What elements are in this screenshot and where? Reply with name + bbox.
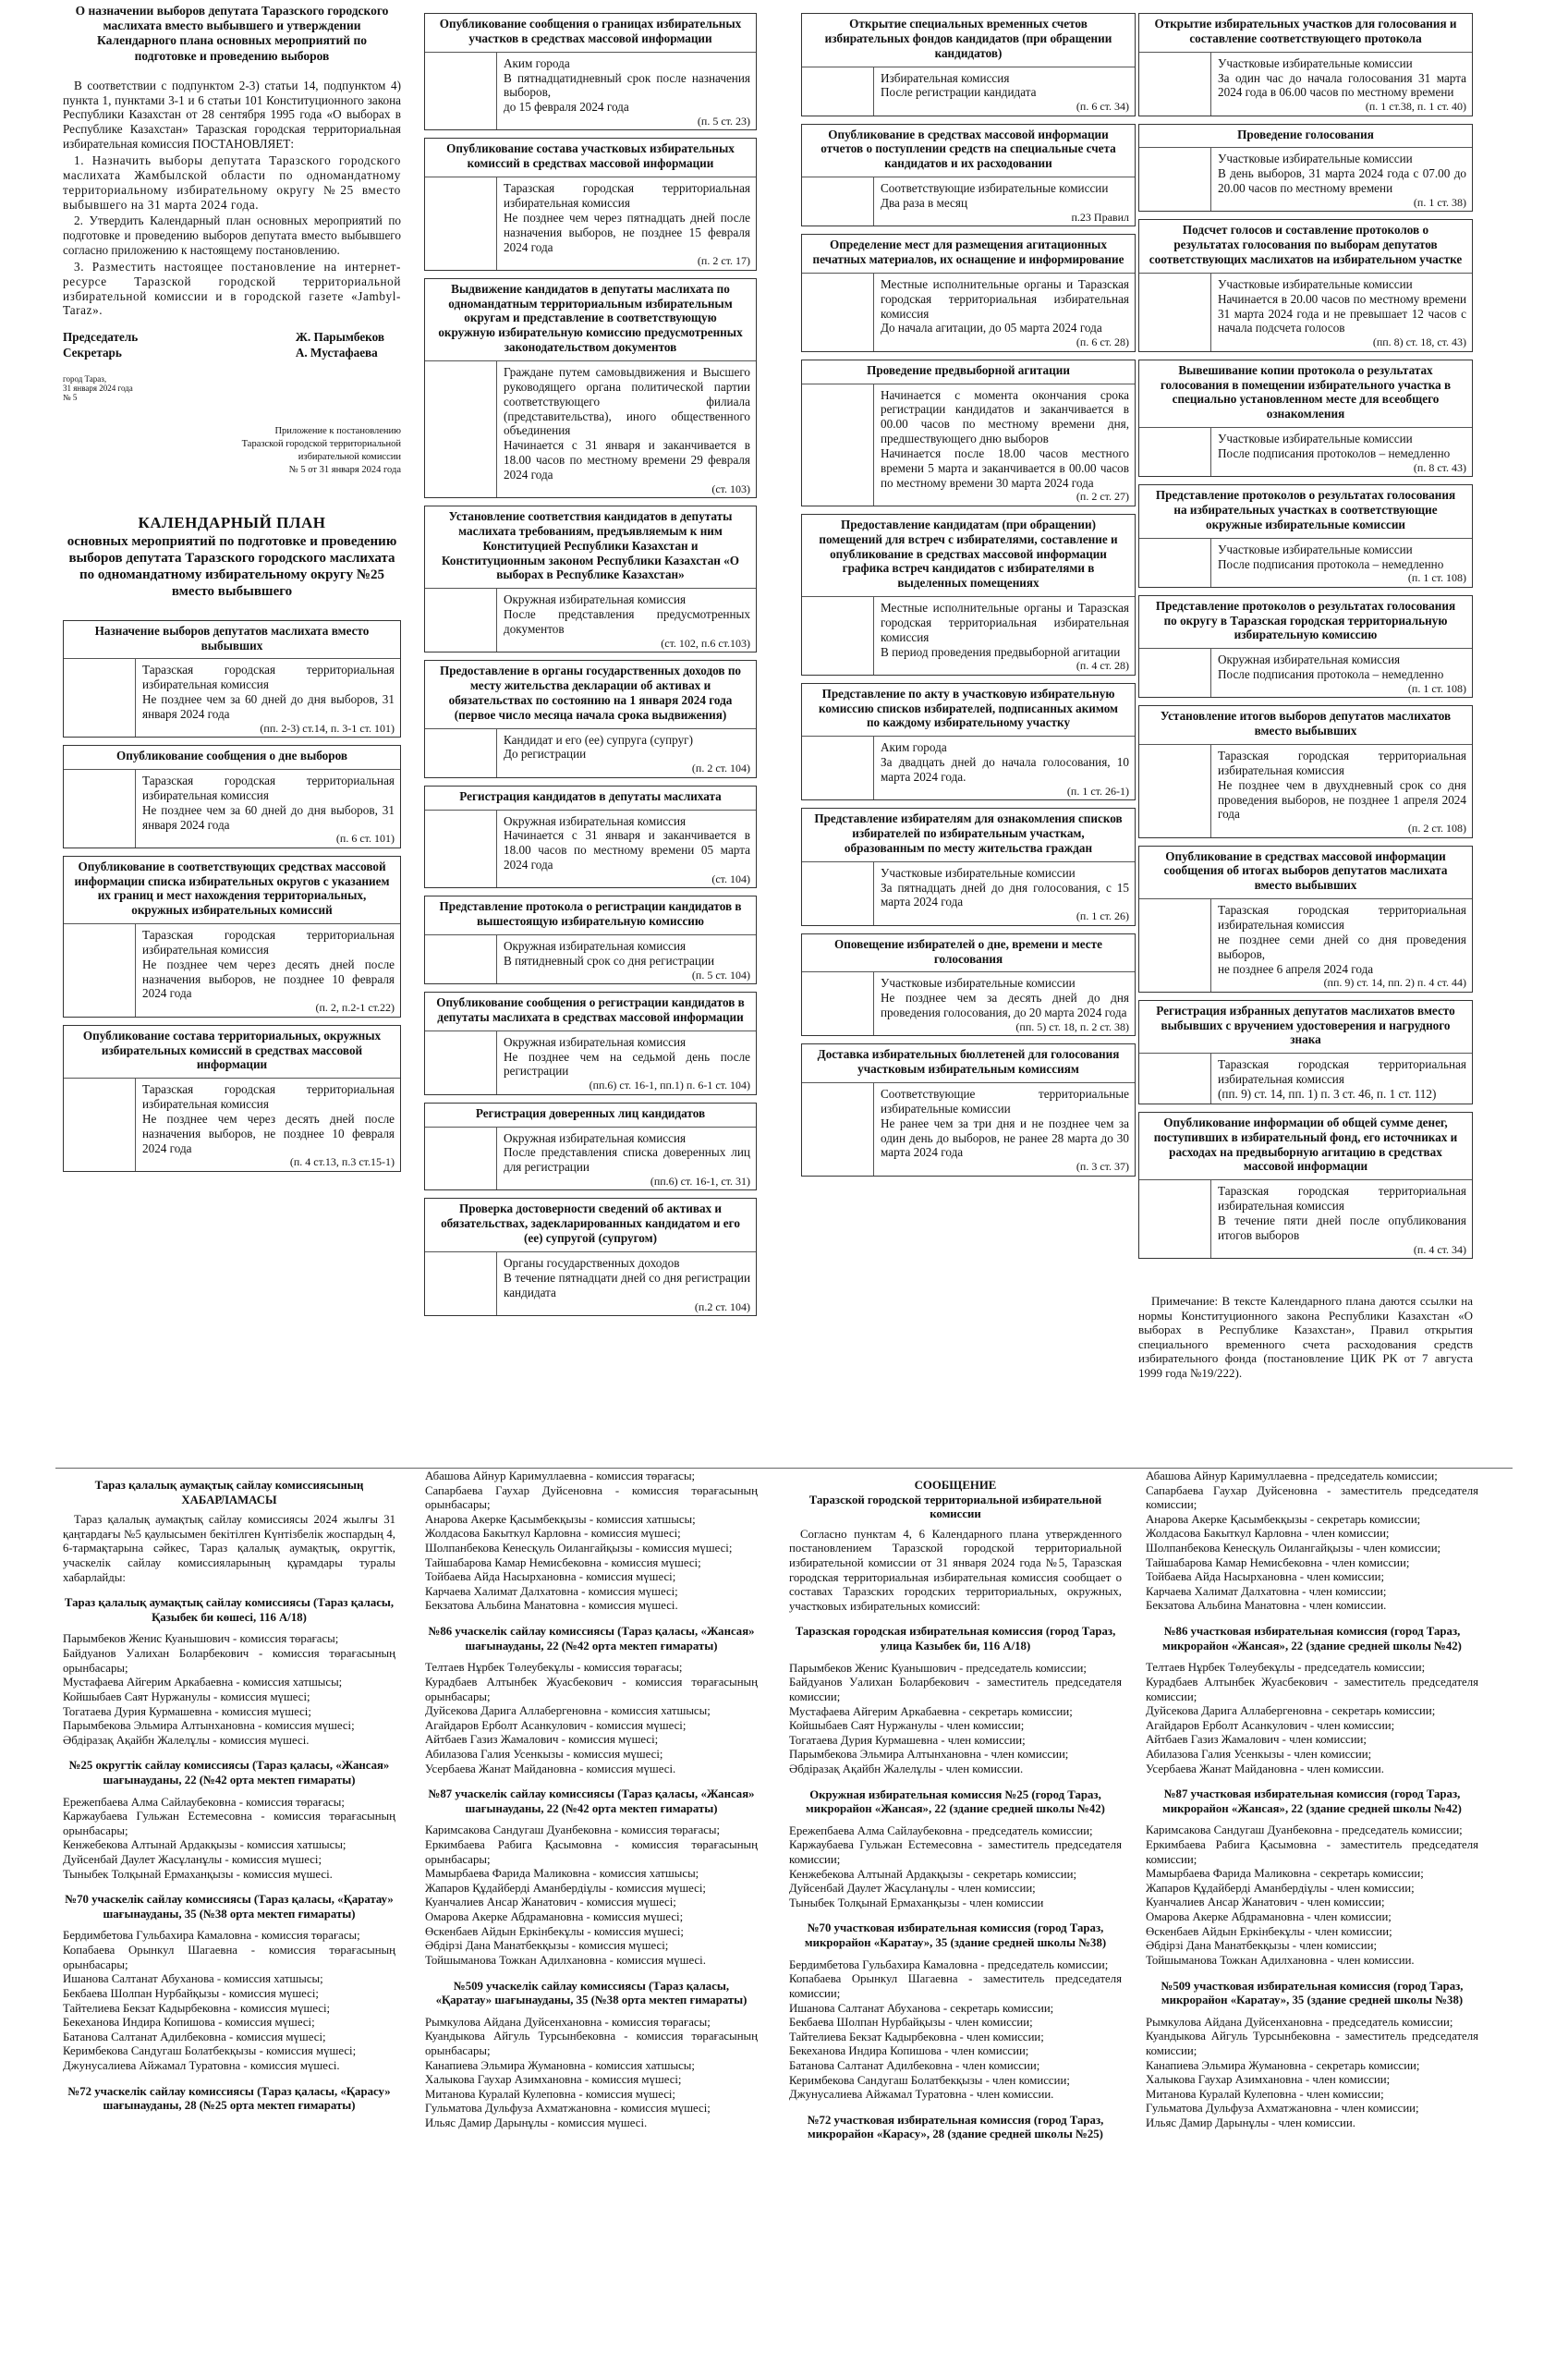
kz-members-70: Бердимбетова Гульбахира Камаловна - комиссия төрағасы; Копабаева Орынкул Шагаевна - комиссия төрағасының орынбасары; Ишанова Салтанат Абуханова - комиссия хатшысы; Бекбаева Шолпан Нурбайқызы - комиссия мүшесі; Тайтелиева Бекзат Кадырбековна - комиссия мүшесі; Бекеханова Индира Копишова - комиссия мүшесі; Батанова Салтанат Адилбековна - комиссия мүшесі; Керимбекова Сандугаш Болатбекқызы - комиссия мүшесі; Джунусалиева Айжамал Туратовна - комиссия мүшесі. (63, 1929, 395, 2072)
kz-notice (63, 1479, 395, 2329)
calendar-column-2 (424, 13, 757, 1464)
calendar-item-title: Открытие избирательных участков для голосования и составление соответствующего протокола (1139, 14, 1472, 53)
decree-column (63, 4, 401, 1482)
appendix-line: № 5 от 31 января 2024 года (288, 465, 401, 476)
calendar-item-title: Опубликование состава территориальных, окружных избирательных комиссий в средствах массовой информации (64, 1026, 400, 1079)
calendar-item (801, 808, 1136, 925)
calendar-item (1138, 1112, 1473, 1259)
calendar-item-reference: (п. 2 ст. 27) (1076, 490, 1129, 504)
calendar-item-reference: (п. 1 ст. 26) (1076, 909, 1129, 923)
calendar-item-detail: Местные исполнительные органы и Таразская городская территориальная избирательная комиссия До начала агитации, до 05 марта 2024 года (881, 276, 1129, 335)
calendar-item-detail: Органы государственных доходов В течение пятнадцати дней со дня регистрации кандидата (504, 1255, 750, 1299)
calendar-item-title: Предоставление в органы государственных доходов по месту жительства декларации об активах и обязательствах по состоянию на 1 января 2024 года (первое число месяца начала срока выдвижения) (425, 661, 756, 728)
calendar-item-reference: (пп.6) ст. 16-1, ст. 31) (650, 1175, 750, 1189)
calendar-item (63, 745, 401, 848)
calendar-item (1138, 846, 1473, 993)
ru-section-87: №87 участковая избирательная комиссия (город Тараз, микрорайон «Жансая», 22 (здание средней школы №42) (1162, 1787, 1462, 1815)
ru-section-86: №86 участковая избирательная комиссия (город Тараз, микрорайон «Жансая», 22 (здание средней школы №42) (1162, 1625, 1462, 1653)
calendar-item-title: Регистрация избранных депутатов маслихатов вместо выбывших с вручением удостоверения и нагрудного знака (1139, 1001, 1472, 1055)
kz-notice-cont (425, 1470, 758, 2329)
calendar-item (424, 138, 757, 270)
calendar-item-detail: Таразская городская территориальная избирательная комиссия не позднее семи дней со дня проведения выборов, не позднее 6 апреля 2024 года (1218, 903, 1466, 976)
calendar-item (1138, 595, 1473, 699)
calendar-item (424, 786, 757, 889)
calendar-item (801, 1043, 1136, 1176)
calendar-item-detail: Аким города За двадцать дней до начала голосования, 10 марта 2024 года. (881, 740, 1129, 785)
calendar-item-reference: (п. 2 ст. 17) (697, 254, 750, 268)
calendar-item-reference: (ст. 102, п.6 ст.103) (661, 636, 750, 650)
calendar-item-detail: Окружная избирательная комиссия Не позднее чем на седьмой день после регистрации (504, 1034, 750, 1079)
ru-notice (789, 1479, 1122, 2329)
calendar-item-reference: (п. 4 ст.13, п.3 ст.15-1) (289, 1155, 395, 1169)
calendar-boxes-col3 (801, 13, 1136, 1177)
calendar-item-reference: (пп. 2-3) ст.14, п. 3-1 ст. 101) (260, 721, 395, 735)
kz-members-86: Телтаев Нұрбек Төлеубекұлы - комиссия төрағасы; Курадбаев Алтынбек Жуасбекович - комиссия төрағасының орынбасары; Дуйсекова Дарига Аллабергеновна - комиссия хатшысы; Агайдаров Ерболт Асанкулович - комиссия мүшесі; Айтбаев Газиз Жамалович - комиссия мүшесі; Абилазова Галия Усенкызы - комиссия мүшесі; Усербаева Жанат Майдановна - комиссия мүшесі. (425, 1661, 758, 1775)
calendar-item (801, 13, 1136, 116)
calendar-item-reference: (п. 1 ст.38, п. 1 ст. 40) (1365, 100, 1466, 114)
ru-members-509: Рымкулова Айдана Дуйсенхановна - председатель комиссии; Куандыкова Айгуль Турсынбековна - заместитель председателя комиссии; Канапиева Эльмира Жумановна - секретарь комиссии; Халыкова Гаухар Азимхановна - член комиссии; Митанова Куралай Кулеповна - член комиссии; Гульматова Дульфуза Ахматжановна - член комиссии; Ильяс Дамир Дарынұлы - член комиссии. (1146, 2015, 1478, 2129)
ru-notice-cont (1146, 1470, 1478, 2329)
kz-section-509: №509 учаскелік сайлау комиссиясы (Тараз қаласы, «Қаратау» шағынауданы, 35 (№38 орта мектеп ғимараты) (435, 1979, 748, 2007)
calendar-item-reference: (п. 4 ст. 28) (1076, 659, 1129, 673)
kz-members-87: Каримсакова Сандугаш Дуанбековна - комиссия төрағасы; Еркимбаева Рабига Қасымовна - комиссия төрағасының орынбасары; Мамырбаева Фарида Маликовна - комиссия хатшысы; Жапаров Құдайберді Аманбердіұлы - комиссия мүшесі; Куанчалиев Ансар Жанатович - комиссия мүшесі; Омарова Акерке Абдрамановна - комиссия мүшесі; Өскенбаев Айдын Еркінбекұлы - комиссия мүшесі; Әбдірзі Дана Манатбекқызы - комиссия мүшесі; Тойшыманова Тожкан Адилхановна - комиссия мүшесі. (425, 1823, 758, 1967)
section-divider (55, 1468, 1513, 1469)
calendar-item (801, 360, 1136, 506)
calendar-item-detail: Участковые избирательные комиссии После подписания протоколов – немедленно (1218, 432, 1451, 460)
calendar-item-title: Опубликование в соответствующих средствах массовой информации списка избирательных округов с указанием их границ и мест нахождения территориальных, окружных избирательных комиссий (64, 857, 400, 924)
calendar-item-title: Опубликование сообщения о границах избирательных участков в средствах массовой информации (425, 14, 756, 53)
kz-members-509: Рымкулова Айдана Дуйсенхановна - комиссия төрағасы; Куандыкова Айгуль Турсынбековна - комиссия төрағасының орынбасары; Канапиева Эльмира Жумановна - комиссия хатшысы; Халыкова Гаухар Азимхановна - комиссия мүшесі; Митанова Куралай Кулеповна - комиссия мүшесі; Гульматова Дульфуза Ахматжановна - комиссия мүшесі; Ильяс Дамир Дарынұлы - комиссия мүшесі. (425, 2015, 758, 2129)
kz-section-86: №86 учаскелік сайлау комиссиясы (Тараз қаласы, «Жансая» шағынауданы, 22 (№42 орта мектеп ғимараты) (428, 1625, 755, 1653)
kz-section-city: Тараз қалалық аумақтық сайлау комиссиясы (Тараз қаласы, Қазыбек би көшесі, 116 А/18) (64, 1596, 395, 1624)
kz-section-72: №72 учаскелік сайлау комиссиясы (Тараз қаласы, «Қарасу» шағынауданы, 28 (№25 орта мектеп ғимараты) (67, 2084, 391, 2113)
calendar-item-detail: Соответствующие территориальные избирательные комиссии Не ранее чем за три дня и не позднее чем за один день до выборов, не ранее 28 марта до 30 марта 2024 года (881, 1087, 1129, 1160)
calendar-item-reference: (п. 6 ст. 34) (1076, 100, 1129, 114)
calendar-item (1138, 360, 1473, 477)
calendar-item-detail: Участковые избирательные комиссии После подписания протокола – немедленно (1218, 542, 1444, 571)
calendar-item (1138, 1000, 1473, 1104)
calendar-item-detail: Местные исполнительные органы и Таразская городская территориальная избирательная комиссия В период проведения предвыборной агитации (881, 601, 1129, 659)
ru-section-city: Таразская городская избирательная комиссия (город Тараз, улица Казыбек би, 116 А/18) (795, 1625, 1116, 1653)
calendar-item (1138, 124, 1473, 213)
calendar-item-title: Выдвижение кандидатов в депутаты маслихата по одномандатным территориальным избирательным округам и представление в соответствующую окружную избирательную комиссию предусмотренных законодательством документов (425, 279, 756, 361)
calendar-item-detail: Таразская городская территориальная избирательная комиссия (пп. 9) ст. 14, пп. 1) п. 3 ст. 46, п. 1 ст. 112) (1218, 1057, 1466, 1101)
place-date-line: 31 января 2024 года (63, 383, 133, 393)
calendar-item (63, 856, 401, 1018)
calendar-item-detail: Окружная избирательная комиссия Начинается с 31 января и заканчивается в 18.00 часов по местному времени 05 марта 2024 года (504, 813, 750, 872)
calendar-item-detail: Начинается с момента окончания срока регистрации кандидатов и заканчивается в 00.00 часов по местному времени дня, предшествующего дню выборов Начинается после 18.00 часов местного времени 5 марта и заканчивается в 00.00 часов по местному времени 30 марта 2024 года (881, 387, 1129, 490)
calendar-item (424, 1198, 757, 1315)
signatures (63, 329, 401, 360)
calendar-item-title: Вывешивание копии протокола о результатах голосования в помещении избирательного участка в специально установленном месте для всеобщего ознакомления (1139, 360, 1472, 428)
calendar-item (801, 124, 1136, 227)
calendar-item-detail: Участковые избирательные комиссии За пятнадцать дней до дня голосования, с 15 марта 2024 года (881, 865, 1129, 909)
appendix-line: Таразской городской территориальной (241, 438, 401, 449)
calendar-item (1138, 705, 1473, 837)
calendar-item-title: Опубликование в средствах массовой информации отчетов о поступлении средств на специальные счета кандидатов и их расходовании (802, 125, 1135, 178)
calendar-item-detail: Таразская городская территориальная избирательная комиссия Не позднее чем через пятнадцать дней после назначения выборов, не позднее 15 февраля 2024 года (504, 181, 750, 254)
secretary-title: Секретарь (63, 346, 122, 360)
decree-point-3: 3. Разместить настоящее постановление на интернет-ресурсе Таразской городской территориальной избирательной комиссии и в городской газете «Jambyl-Taraz». (63, 259, 401, 318)
calendar-item-detail: Таразская городская территориальная избирательная комиссия Не позднее чем через десять дней после назначения выборов, не позднее 10 февраля 2024 года (142, 1082, 395, 1155)
calendar-item-reference: (п. 8 ст. 43) (1413, 460, 1466, 474)
calendar-item-title: Регистрация кандидатов в депутаты маслихата (425, 787, 756, 811)
calendar-item-detail: Соответствующие избирательные комиссии Два раза в месяц (881, 181, 1109, 210)
ru-members-70: Бердимбетова Гульбахира Камаловна - председатель комиссии; Копабаева Орынкул Шагаевна - заместитель председателя комиссии; Ишанова Салтанат Абуханова - секретарь комиссии; Бекбаева Шолпан Нурбайқызы - член комиссии; Тайтелиева Бекзат Кадырбековна - член комиссии; Бекеханова Индира Копишова - член комиссии; Батанова Салтанат Адилбековна - член комиссии; Керимбекова Сандугаш Болатбекқызы - член комиссии; Джунусалиева Айжамал Туратовна - член комиссии. (789, 1957, 1122, 2102)
ru-section-70: №70 участковая избирательная комиссия (город Тараз, микрорайон «Каратау», 35 (здание средней школы №38) (804, 1921, 1107, 1950)
ru-title: СООБЩЕНИЕ Таразской городской территориальной избирательной комиссии (808, 1479, 1102, 1521)
calendar-item-detail: Кандидат и его (ее) супруга (супруг) До регистрации (504, 732, 693, 762)
calendar-item-detail: Участковые избирательные комиссии За один час до начала голосования 31 марта 2024 года в 06.00 часов по местному времени (1218, 55, 1466, 100)
calendar-item-reference: (п. 1 ст. 108) (1407, 571, 1466, 585)
calendar-item-reference: (п. 5 ст. 23) (697, 115, 750, 128)
calendar-item (424, 660, 757, 777)
calendar-item (801, 234, 1136, 351)
chairman-title: Председатель (63, 330, 139, 345)
calendar-item-reference: (ст. 104) (711, 872, 750, 885)
place-date (63, 374, 401, 403)
calendar-item-title: Проведение предвыборной агитации (802, 360, 1135, 384)
decree-point-2: 2. Утвердить Календарный план основных мероприятий по подготовке и проведению выборов депутата вместо выбывшего согласно приложению к настоящему постановлению. (63, 213, 401, 258)
calendar-item-detail: Таразская городская территориальная избирательная комиссия Не позднее чем через десять дней после назначения выборов, не позднее 10 февраля 2024 года (142, 928, 395, 1001)
calendar-item-title: Опубликование информации об общей сумме денег, поступивших в избирательный фонд, его источниках и расходах на предвыборную агитацию в средствах массовой информации (1139, 1113, 1472, 1180)
kz-members-city: Парымбеков Женис Куанышович - комиссия төрағасы; Байдуанов Уалихан Боларбекович - комиссия төрағасының орынбасары; Мустафаева Айгерим Аркабаевна - комиссия хатшысы; Койшыбаев Саят Нуржанулы - комиссия мүшесі; Тогатаева Дурия Курмашевна - комиссия мүшесі; Парымбекова Эльмира Алтынхановна - комиссия мүшесі; Әбдіразақ Ақайбн Жалелұлы - комиссия мүшесі. (63, 1632, 395, 1747)
decree-number: № 5 (63, 393, 78, 403)
decree-intro: В соответствии с подпунктом 2-3) статьи 14, подпунктом 4) пункта 1, пунктами 3-1 и 6 статьи 101 Конституционного закона Республики Казахстан от 28 сентября 1995 года «О выборах в Республике Казахстан» Таразская городская территориальная избирательная комиссия ПОСТАНОВЛЯЕТ: (63, 78, 401, 152)
calendar-subheading: основных мероприятий по подготовке и проведению выборов депутата Таразского городского маслихата по одномандатному избирательному округу №25 вместо выбывшего (67, 533, 397, 599)
calendar-item-reference: (пп. 5) ст. 18, п. 2 ст. 38) (1015, 1019, 1129, 1033)
calendar-item-title: Установление соответствия кандидатов в депутаты маслихата требованиям, предъявляемым к ним Конституцией Республики Казахстан и Конституционным законом Республики Казахстан «О выборах в Республике Казахстан» (425, 506, 756, 589)
calendar-item-title: Представление протоколов о результатах голосования по округу в Таразская городская территориальную избирательную комиссию (1139, 596, 1472, 650)
calendar-item-title: Назначение выборов депутатов маслихата вместо выбывших (64, 621, 400, 660)
calendar-item-detail: Окружная избирательная комиссия После подписания протокола – немедленно (1218, 652, 1444, 682)
calendar-item-detail: Аким города В пятнадцатидневный срок после назначения выборов, до 15 февраля 2024 года (504, 55, 750, 115)
kz-intro: Тараз қалалық аумақтық сайлау комиссиясы 2024 жылғы 31 қаңтардағы №5 қаулысымен бекітілген Күнтізбелік жоспардың 4, 6-тармақтарына сәйкес, Тараз қалалық аумақтық, округтік, учаскелік сайлау комиссияларының құрамдары туралы хабарлайды: (63, 1513, 395, 1584)
calendar-item-title: Опубликование в средствах массовой информации сообщения об итогах выборов депутатов маслихата вместо выбывших (1139, 847, 1472, 900)
calendar-item (424, 992, 757, 1095)
calendar-item-reference: (п. 1 ст. 38) (1413, 195, 1466, 209)
calendar-item-title: Открытие специальных временных счетов избирательных фондов кандидатов (при обращении кандидатов) (802, 14, 1135, 67)
calendar-item (801, 933, 1136, 1037)
calendar-item-reference: (п. 4 ст. 34) (1413, 1242, 1466, 1256)
calendar-item-title: Опубликование сообщения о дне выборов (64, 746, 400, 770)
kz-section-70: №70 учаскелік сайлау комиссиясы (Тараз қаласы, «Қаратау» шағынауданы, 35 (№38 орта мектеп ғимараты) (65, 1893, 394, 1921)
calendar-item-detail: Окружная избирательная комиссия После представления предусмотренных документов (504, 592, 750, 637)
kz-section-87: №87 учаскелік сайлау комиссиясы (Тараз қаласы, «Жансая» шағынауданы, 22 (№42 орта мектеп ғимараты) (428, 1787, 755, 1815)
calendar-item (424, 278, 757, 498)
calendar-item-title: Регистрация доверенных лиц кандидатов (425, 1104, 756, 1128)
ru-intro: Согласно пунктам 4, 6 Календарного плана утвержденного постановлением Таразской городской территориальной избирательной комиссии от 31 января 2024 года №5, Таразская городская территориальная избирательная комиссия сообщает о составах Таразских городских территориальных, окружных, участковых избирательных комиссий: (789, 1527, 1122, 1613)
calendar-item-title: Оповещение избирателей о дне, времени и месте голосования (802, 934, 1135, 973)
calendar-item-detail: Таразская городская территориальная избирательная комиссия В течение пяти дней после опубликования итогов выборов (1218, 1184, 1466, 1242)
calendar-item-title: Проведение голосования (1139, 125, 1472, 149)
calendar-item-detail: Окружная избирательная комиссия После представления списка доверенных лиц для регистрации (504, 1130, 750, 1175)
place-city: город Тараз, (63, 373, 107, 384)
calendar-item-title: Определение мест для размещения агитационных печатных материалов, их оснащение и информирование (802, 235, 1135, 274)
calendar-item-title: Предоставление кандидатам (при обращении) помещений для встреч с избирателями, составление и опубликование в средствах массовой информации графика встреч кандидатов с избирателями в выделенных помещениях (802, 515, 1135, 597)
ru-section-509: №509 участковая избирательная комиссия (город Тараз, микрорайон «Каратау», 35 (здание средней школы №38) (1161, 1979, 1464, 2007)
calendar-item-reference: (п.2 ст. 104) (694, 1299, 750, 1313)
calendar-item-title: Представление протоколов о результатах голосования на избирательных участках в соответствующие окружные избирательные комиссии (1139, 485, 1472, 539)
kz-members-72: Абашова Айнур Каримуллаевна - комиссия төрағасы; Сапарбаева Гаухар Дуйсеновна - комиссия төрағасының орынбасары; Анарова Акерке Қасымбекқызы - комиссия хатшысы; Жолдасова Бакыткул Карловна - комиссия мүшесі; Шолпанбекова Кенесқуль Оилангайқызы - комиссия мүшесі; Тайшабарова Камар Немисбековна - комиссия мүшесі; Тойбаева Айда Насырхановна - комиссия мүшесі; Карчаева Халимат Далхатовна - комиссия мүшесі; Бекзатова Альбина Манатовна - комиссия мүшесі. (425, 1470, 758, 1613)
calendar-item-detail: Граждане путем самовыдвижения и Высшего руководящего органа политической партии соответствующего филиала (представительства), иного общественного объединения Начинается с 31 января и заканчивается в 18.00 часов по местному времени 29 февраля 2024 года (504, 364, 750, 482)
calendar-heading: КАЛЕНДАРНЫЙ ПЛАН (138, 514, 326, 532)
calendar-item (801, 683, 1136, 800)
calendar-item-title: Представление избирателям для ознакомления списков избирателей по избирательным участкам, образованным по месту жительства граждан (802, 809, 1135, 862)
calendar-item (424, 506, 757, 652)
calendar-item (1138, 484, 1473, 588)
appendix-line: Приложение к постановлению (274, 425, 401, 436)
ru-members-city: Парымбеков Женис Куанышович - председатель комиссии; Байдуанов Уалихан Боларбекович - заместитель председателя комиссии; Мустафаева Айгерим Аркабаевна - секретарь комиссии; Койшыбаев Саят Нуржанулы - член комиссии; Тогатаева Дурия Курмашевна - член комиссии; Парымбекова Эльмира Алтынхановна - член комиссии; Әбдіразақ Ақайбн Жалелұлы - член комиссии. (789, 1661, 1122, 1775)
calendar-item-detail: Избирательная комиссия После регистрации кандидата (881, 70, 1037, 100)
calendar-item-reference: (пп. 9) ст. 14, пп. 2) п. 4 ст. 44) (1323, 976, 1466, 990)
calendar-item-reference: (п. 2, п.2-1 ст.22) (315, 1001, 395, 1015)
calendar-item-reference: (п. 2 ст. 108) (1407, 822, 1466, 835)
ru-members-25: Ережепбаева Алма Сайлаубековна - председатель комиссии; Каржаубаева Гульжан Естемесовна - заместитель председателя комиссии; Кенжебекова Алтынай Ардакқызы - секретарь комиссии; Дуйсенбай Даулет Жасұланұлы - член комиссии; Тыныбек Толқынай Ермаханқызы - член комиссии (789, 1823, 1122, 1909)
calendar-item-title: Представление по акту в участковую избирательную комиссию списков избирателей, подписанных акимом по каждому избирательному участку (802, 684, 1135, 738)
calendar-item-reference: (ст. 103) (711, 482, 750, 495)
calendar-item (424, 1103, 757, 1191)
calendar-column-4 (1138, 13, 1473, 1464)
calendar-item-reference: (пп. 8) ст. 18, ст. 43) (1372, 335, 1466, 349)
ru-section-72: №72 участковая избирательная комиссия (город Тараз, микрорайон «Карасу», 28 (здание средней школы №25) (807, 2113, 1104, 2141)
ru-section-25: Окружная избирательная комиссия №25 (город Тараз, микрорайон «Жансая», 22 (здание средней школы №42) (806, 1787, 1105, 1816)
decree-point-1: 1. Назначить выборы депутата Таразского городского маслихата Жамбылской области по одномандатному территориальному избирательному округу №25 вместо выбывшего на 31 марта 2024 года. (63, 152, 401, 212)
calendar-item (1138, 219, 1473, 351)
ru-members-72: Абашова Айнур Каримуллаевна - председатель комиссии; Сапарбаева Гаухар Дуйсеновна - заместитель председателя комиссии; Анарова Акерке Қасымбекқызы - секретарь комиссии; Жолдасова Бакыткул Карловна - член комиссии; Шолпанбекова Кенесқуль Оилангайқызы - член комиссии; Тайшабарова Камар Немисбековна - член комиссии; Тойбаева Айда Насырхановна - член комиссии; Карчаева Халимат Далхатовна - член комиссии; Бекзатова Альбина Манатовна - член комиссии. (1146, 1470, 1478, 1613)
kz-members-25: Ережепбаева Алма Сайлаубековна - комиссия төрағасы; Каржаубаева Гульжан Естемесовна - комиссия төрағасының орынбасары; Кенжебекова Алтынай Ардакқызы - комиссия хатшысы; Дуйсенбай Даулет Жасұланұлы - комиссия мүшесі; Тыныбек Толқынай Ермаханқызы - комиссия мүшесі. (63, 1795, 395, 1881)
kz-section-25: №25 округтік сайлау комиссиясы (Тараз қаласы, «Жансая» шағынауданы, 22 (№42 орта мектеп ғимараты) (68, 1759, 390, 1787)
calendar-item (424, 896, 757, 984)
secretary-name: А. Мустафаева (295, 346, 378, 360)
calendar-item-detail: Таразская городская территориальная избирательная комиссия Не позднее чем за 60 дней до дня выборов, 31 января 2024 года (142, 773, 395, 832)
calendar-item-reference: (п. 2 ст. 104) (691, 762, 750, 775)
calendar-boxes-col2 (424, 13, 757, 1316)
calendar-item (63, 1025, 401, 1172)
calendar-item-detail: Участковые избирательные комиссии Не позднее чем за десять дней до дня проведения голосования, до 20 марта 2024 года (881, 976, 1129, 1020)
appendix-note (63, 425, 401, 478)
ru-members-86: Телтаев Нұрбек Төлеубекұлы - председатель комиссии; Курадбаев Алтынбек Жуасбекович - заместитель председателя комиссии; Дуйсекова Дарига Аллабергеновна - секретарь комиссии; Агайдаров Ерболт Асанкулович - член комиссии; Айтбаев Газиз Жамалович - член комиссии; Абилазова Галия Усенкызы - член комиссии; Усербаева Жанат Майдановна - член комиссии. (1146, 1661, 1478, 1775)
calendar-item-detail: Таразская городская территориальная избирательная комиссия Не позднее чем в двухдневный срок со дня проведения выборов, не позднее 1 апреля 2024 года (1218, 749, 1466, 822)
calendar-item-detail: Окружная избирательная комиссия В пятидневный срок со дня регистрации (504, 939, 715, 968)
appendix-line: избирательной комиссии (298, 451, 401, 462)
calendar-item-reference: (п. 6 ст. 28) (1076, 335, 1129, 349)
ru-members-87: Каримсакова Сандугаш Дуанбековна - председатель комиссии; Еркимбаева Рабига Қасымовна - заместитель председателя комиссии; Мамырбаева Фарида Маликовна - секретарь комиссии; Жапаров Құдайберді Аманбердіұлы - член комиссии; Куанчалиев Ансар Жанатович - член комиссии; Омарова Акерке Абдрамановна - член комиссии; Өскенбаев Айдын Еркінбекұлы - член комиссии; Әбдірзі Дана Манатбекқызы - член комиссии; Тойшыманова Тожкан Адилхановна - член комиссии. (1146, 1823, 1478, 1967)
chairman-name: Ж. Парымбеков (295, 330, 384, 345)
decree-heading: О назначении выборов депутата Таразского городского маслихата вместо выбывшего и утверждении Календарного плана основных мероприятий по подготовке и проведению выборов (75, 4, 389, 63)
calendar-item-reference: (пп.6) ст. 16-1, пп.1) п. 6-1 ст. 104) (589, 1079, 750, 1092)
calendar-title (63, 514, 401, 599)
calendar-item (1138, 13, 1473, 116)
kz-title: Тараз қалалық аумақтық сайлау комиссиясының ХАБАРЛАМАСЫ (94, 1479, 364, 1506)
calendar-item-reference: п.23 Правил (1071, 210, 1129, 224)
calendar-item-title: Доставка избирательных бюллетеней для голосования участковым избирательным комиссиям (802, 1044, 1135, 1083)
calendar-item (801, 514, 1136, 676)
calendar-item-title: Опубликование сообщения о регистрации кандидатов в депутаты маслихата в средствах массовой информации (425, 993, 756, 1031)
calendar-item-title: Установление итогов выборов депутатов маслихатов вместо выбывших (1139, 706, 1472, 745)
calendar-item-title: Представление протокола о регистрации кандидатов в вышестоящую избирательную комиссию (425, 896, 756, 935)
calendar-item-title: Опубликование состава участковых избирательных комиссий в средствах массовой информации (425, 139, 756, 177)
calendar-item-title: Подсчет голосов и составление протоколов о результатах голосования по выборам депутатов соответствующих маслихатов на избирательном участке (1139, 220, 1472, 274)
calendar-item-reference: (п. 6 ст. 101) (335, 832, 395, 846)
calendar-item-reference: (п. 5 ст. 104) (691, 968, 750, 982)
calendar-item (63, 620, 401, 738)
calendar-note: Примечание: В тексте Календарного плана даются ссылки на нормы Конституционного закона Республики Казахстан «О выборах в Республике Казахстан», Правил открытия специального временного счета расходования средств избирательного фонда (постановление ЦИК РК от 7 августа 1999 года №19/222). (1138, 1293, 1473, 1380)
calendar-item-title: Проверка достоверности сведений об активах и обязательствах, задекларированных кандидатом и его (ее) супругой (супругом) (425, 1199, 756, 1252)
calendar-column-3 (801, 13, 1136, 1464)
calendar-item-detail: Таразская городская территориальная избирательная комиссия Не позднее чем за 60 дней до дня выборов, 31 января 2024 года (142, 663, 395, 721)
calendar-item-reference: (п. 3 ст. 37) (1076, 1160, 1129, 1174)
calendar-item (424, 13, 757, 130)
calendar-boxes-col1 (63, 620, 401, 1172)
calendar-item-reference: (п. 1 ст. 108) (1407, 681, 1466, 695)
calendar-item-detail: Участковые избирательные комиссии Начинается в 20.00 часов по местному времени 31 марта 2024 года и не превышает 12 часов с начала подсчета голосов (1218, 276, 1466, 335)
calendar-item-detail: Участковые избирательные комиссии В день выборов, 31 марта 2024 года с 07.00 до 20.00 часов по местному времени (1218, 152, 1466, 196)
calendar-item-reference: (п. 1 ст. 26-1) (1066, 784, 1129, 798)
calendar-boxes-col4 (1138, 13, 1473, 1259)
